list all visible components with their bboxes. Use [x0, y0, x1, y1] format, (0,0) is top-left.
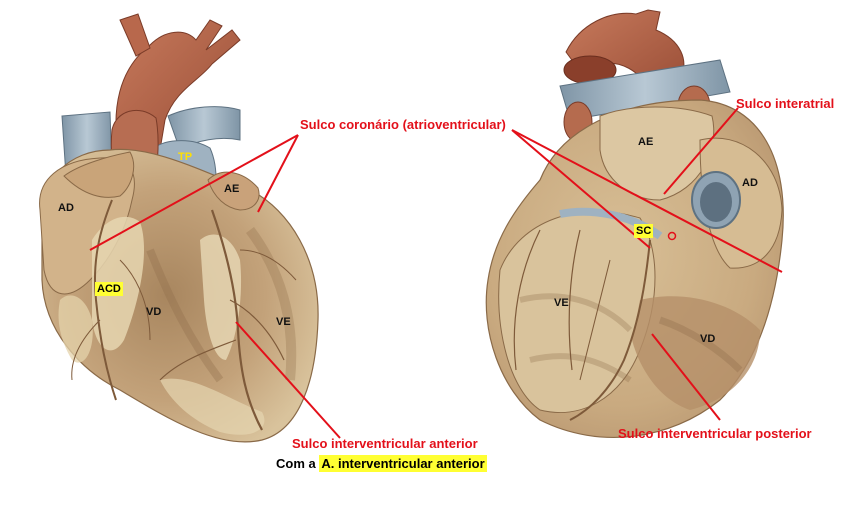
brachiocephalic-trunk — [120, 14, 150, 56]
callout-interatrial-sulcus: Sulco interatrial — [736, 96, 835, 111]
label-sc: SC — [636, 225, 652, 237]
callout-posterior-interventricular: Sulco interventricular posterior — [618, 426, 812, 441]
callout-coronary-sulcus: Sulco coronário (atrioventricular) — [300, 117, 506, 132]
caption-artery — [276, 456, 487, 471]
callout-anterior-interventricular: Sulco interventricular anterior — [292, 436, 478, 451]
label-ve-right: VE — [554, 297, 569, 309]
label-ve-left: VE — [276, 316, 291, 328]
label-ae-left: AE — [224, 183, 240, 195]
label-ad-right: AD — [742, 177, 758, 189]
label-tp: TP — [178, 151, 193, 163]
label-acd: ACD — [97, 283, 121, 295]
anterior-heart — [40, 14, 319, 442]
label-ae-right: AE — [638, 136, 654, 148]
ivc-lumen — [700, 182, 732, 222]
label-vd-right: VD — [700, 333, 716, 345]
caption-highlight: A. interventricular anterior — [321, 456, 485, 471]
label-vd-left: VD — [146, 306, 162, 318]
label-ad-left: AD — [58, 202, 74, 214]
caption-prefix: Com a — [276, 456, 316, 471]
